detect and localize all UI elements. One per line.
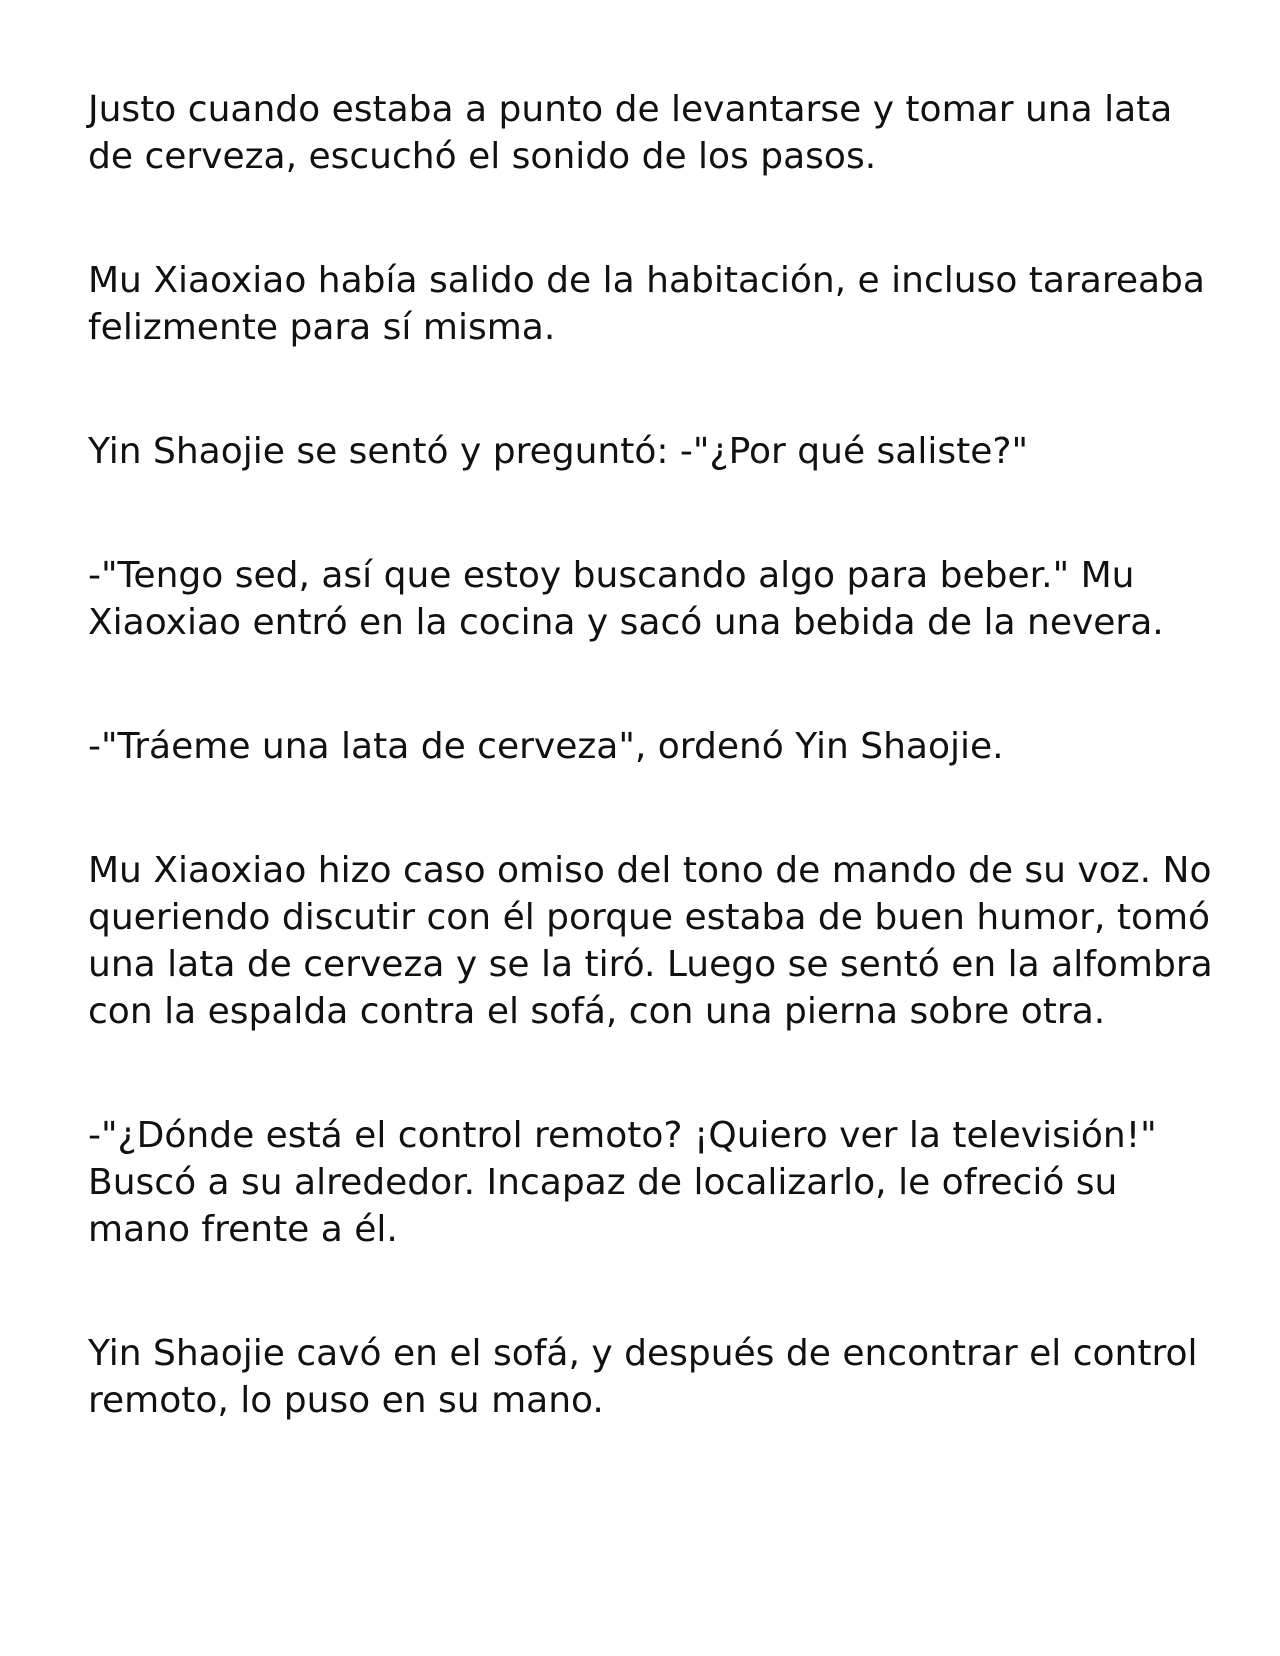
paragraph-2: Mu Xiaoxiao había salido de la habitación, e incluso tarareaba felizmente para sí misma. [88, 260, 1205, 348]
paragraph-5: -"Tráeme una lata de cerveza", ordenó Yin Shaojie. [88, 726, 1004, 767]
paragraph-1: Justo cuando estaba a punto de levantarse y tomar una lata de cerveza, escuchó el sonido de los pasos. [88, 89, 1173, 177]
paragraph-4: -"Tengo sed, así que estoy buscando algo para beber." Mu Xiaoxiao entró en la cocina y sacó una bebida de la nevera. [88, 555, 1164, 643]
paragraph-6: Mu Xiaoxiao hizo caso omiso del tono de mando de su voz. No queriendo discutir con él porque estaba de buen humor, tomó una lata de cerveza y se la tiró. Luego se sentó en la alfombra con la espalda contra el sofá, con una pierna sobre otra. [88, 850, 1213, 1032]
paragraph-7: -"¿Dónde está el control remoto? ¡Quiero ver la televisión!" Buscó a su alrededor. Incapaz de localizarlo, le ofreció su mano frente a él. [88, 1115, 1157, 1250]
document-page [88, 86, 1223, 1424]
paragraph-8: Yin Shaojie cavó en el sofá, y después de encontrar el control remoto, lo puso en su mano. [88, 1333, 1198, 1421]
paragraph-3: Yin Shaojie se sentó y preguntó: -"¿Por qué saliste?" [88, 431, 1029, 472]
